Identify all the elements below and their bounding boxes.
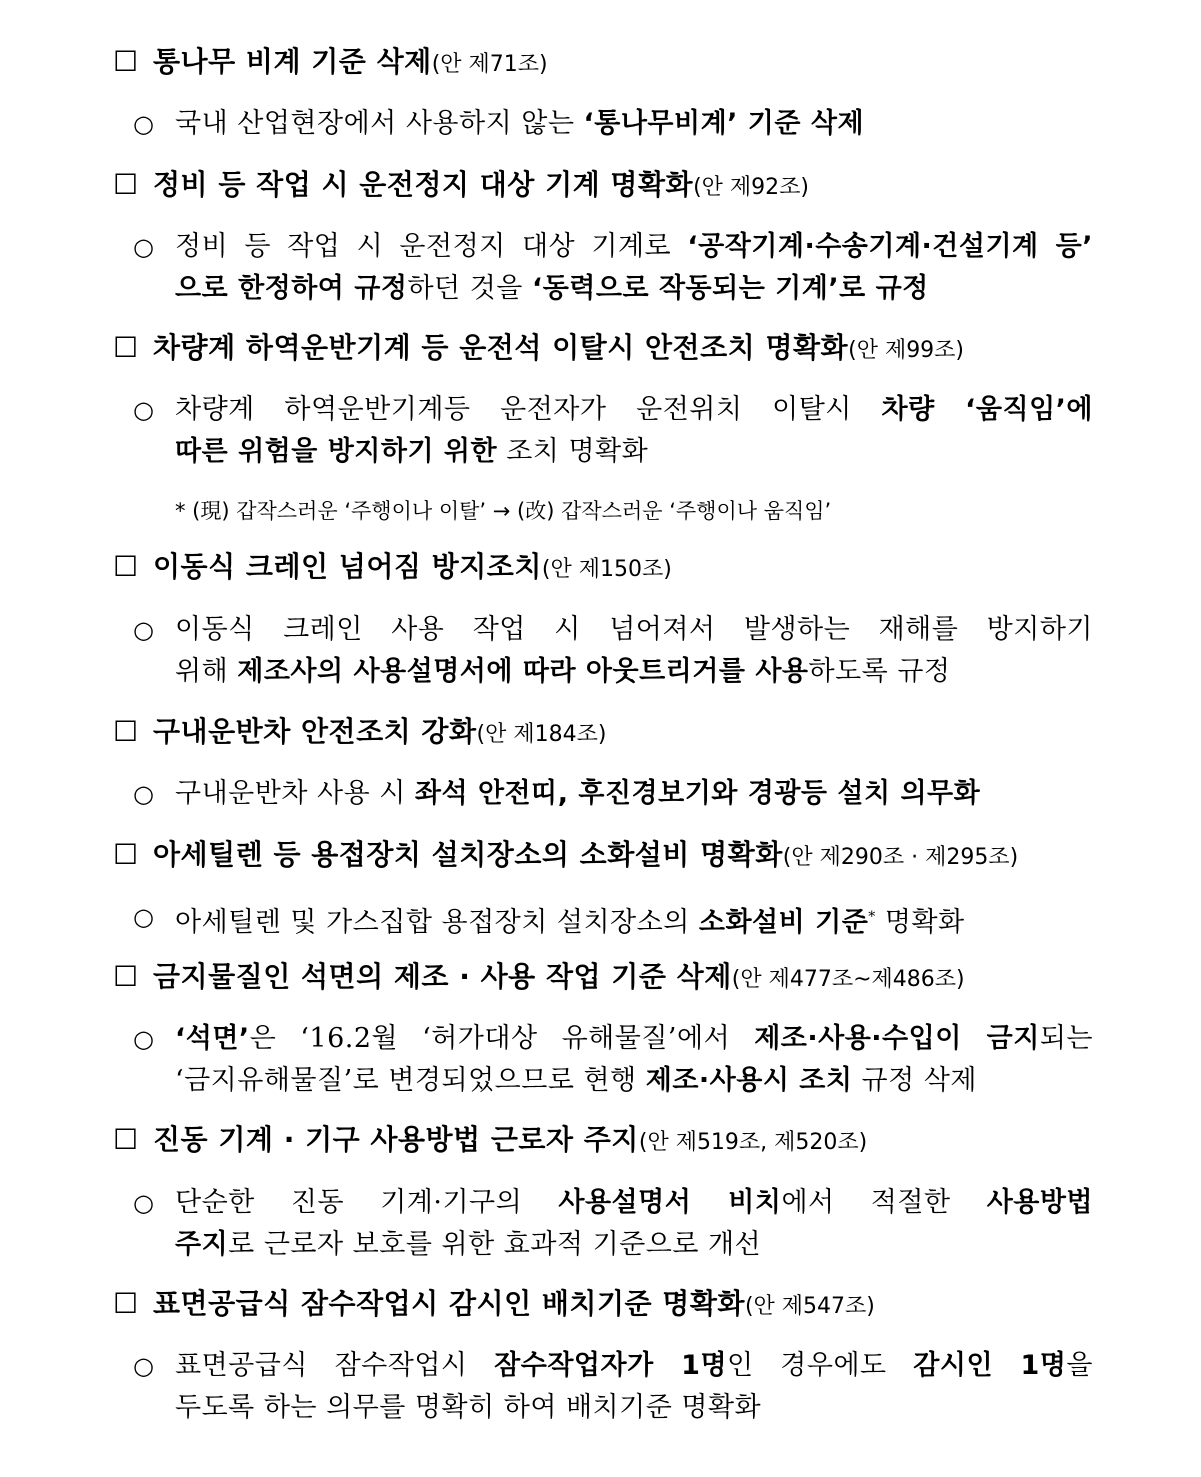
item-line (175, 1018, 1093, 1060)
heading-title: 표면공급식 잠수작업시 감시인 배치기준 명확화 (153, 1287, 745, 1320)
item-text: 명확화 (875, 907, 965, 938)
circle-bullet-icon: ○ (133, 396, 155, 424)
item-text: * (868, 909, 876, 925)
emphasis-text: 감시인 1명 (913, 1350, 1067, 1381)
item-text: 정비 등 작업 시 운전정지 대상 기계로 (175, 231, 688, 262)
item-text: 규정 삭제 (852, 1065, 977, 1096)
item-line (175, 1182, 1093, 1224)
emphasis-text: 좌석 안전띠, 후진경보기와 경광등 설치 의무화 (414, 778, 981, 809)
item-line (175, 103, 1093, 145)
emphasis-text: 소화설비 기준 (698, 907, 869, 938)
article-reference: (안 제290조 · 제295조) (782, 845, 1019, 870)
item-text: 표면공급식 잠수작업시 (175, 1350, 495, 1381)
emphasis-text: 사용방법 (986, 1187, 1094, 1218)
article-reference: (안 제184조) (476, 722, 607, 747)
emphasis-text: 사용설명서 비치 (558, 1187, 782, 1218)
item-line (175, 1224, 1093, 1266)
section-heading (113, 715, 1113, 752)
checkbox-square-icon: ☐ (113, 331, 139, 364)
item-line (175, 651, 1093, 693)
heading-title: 구내운반차 안전조치 강화 (153, 715, 477, 748)
item-line (175, 896, 1093, 944)
checkbox-square-icon: ☐ (113, 715, 139, 748)
item-text: 에서 적절한 (781, 1187, 987, 1218)
item-line (175, 1060, 1093, 1102)
heading-title: 아세틸렌 등 용접장치 설치장소의 소화설비 명확화 (153, 838, 783, 871)
emphasis-text: 제조·사용시 조치 (645, 1065, 853, 1096)
heading-title: 금지물질인 석면의 제조 · 사용 작업 기준 삭제 (153, 960, 732, 993)
article-reference: (안 제150조) (541, 557, 672, 582)
item-text: 차량계 하역운반기계등 운전자가 운전위치 이탈시 (175, 394, 882, 425)
article-reference: (안 제71조) (431, 52, 548, 77)
item-line (175, 609, 1093, 651)
checkbox-square-icon: ☐ (113, 1123, 139, 1156)
circle-bullet-icon: ○ (133, 780, 155, 808)
item-text: 두도록 하는 의무를 명확히 하여 배치기준 명확화 (175, 1392, 762, 1423)
item-text: 하도록 규정 (808, 656, 951, 687)
circle-bullet-icon: ○ (133, 616, 155, 644)
emphasis-text: 제조·사용·수입이 금지 (754, 1023, 1040, 1054)
item-text: 이동식 크레인 사용 작업 시 넘어져서 발생하는 재해를 방지하기 (175, 614, 1093, 645)
checkbox-square-icon: ☐ (113, 960, 139, 993)
checkbox-square-icon: ☐ (113, 838, 139, 871)
section-heading (113, 168, 1113, 205)
checkbox-square-icon: ☐ (113, 168, 139, 201)
emphasis-text: ‘석면’ (175, 1023, 250, 1054)
item-text: 을 (1066, 1350, 1093, 1381)
article-reference: (안 제547조) (744, 1294, 875, 1319)
heading-title: 정비 등 작업 시 운전정지 대상 기계 명확화 (153, 168, 694, 201)
emphasis-text: 으로 한정하여 규정 (175, 273, 408, 304)
item-text: 아세틸렌 및 가스집합 용접장치 설치장소의 (175, 907, 699, 938)
article-reference: (안 제99조) (848, 338, 965, 363)
item-text: 되는 (1039, 1023, 1094, 1054)
section-heading (113, 1287, 1113, 1324)
item-text: ‘금지유해물질’로 변경되었으므로 현행 (175, 1065, 646, 1096)
article-reference: (안 제519조, 제520조) (638, 1130, 868, 1155)
emphasis-text: 로 규정 (839, 273, 929, 304)
item-line (175, 1387, 1093, 1429)
heading-title: 차량계 하역운반기계 등 운전석 이탈시 안전조치 명확화 (153, 331, 849, 364)
emphasis-text: ‘동력으로 작동되는 기계’ (531, 273, 840, 304)
item-line (175, 268, 1093, 310)
section-heading (113, 331, 1113, 368)
heading-title: 이동식 크레인 넘어짐 방지조치 (153, 550, 542, 583)
article-reference: (안 제477조~제486조) (731, 967, 965, 992)
item-text: 로 근로자 보호를 위한 효과적 기준으로 개선 (228, 1229, 762, 1260)
item-text: 인 경우에도 (727, 1350, 914, 1381)
section-heading (113, 960, 1113, 997)
heading-title: 통나무 비계 기준 삭제 (153, 45, 432, 78)
circle-bullet-icon: ○ (133, 1025, 155, 1053)
section-item (133, 103, 1093, 145)
emphasis-text: 따른 위험을 방지하기 위한 (175, 436, 498, 467)
emphasis-text: 제조사의 사용설명서에 따라 아웃트리거를 사용 (237, 656, 809, 687)
item-text: 하던 것을 (407, 273, 532, 304)
section-heading (113, 45, 1113, 82)
section-heading (113, 550, 1113, 587)
circle-bullet-icon: ○ (133, 1189, 155, 1217)
emphasis-text: ‘통나무비계’ 기준 삭제 (583, 108, 865, 139)
item-text: 국내 산업현장에서 사용하지 않는 (175, 108, 584, 139)
section-item (133, 226, 1093, 310)
item-line (175, 773, 1093, 815)
footnote: * (現) 갑작스러운 ‘주행이나 이탈’ → (改) 갑작스러운 ‘주행이나 움직임’ (175, 499, 832, 523)
emphasis-text: ‘공작기계·수송기계·건설기계 등’ (687, 231, 1094, 262)
article-reference: (안 제92조) (693, 175, 809, 200)
item-line (175, 1345, 1093, 1387)
emphasis-text: 차량 ‘움직임’에 (881, 394, 1093, 425)
checkbox-square-icon: ☐ (113, 1287, 139, 1320)
item-text: 조치 명확화 (497, 436, 649, 467)
circle-bullet-icon: ○ (133, 233, 155, 261)
emphasis-text: 잠수작업자가 1명 (494, 1350, 728, 1381)
section-item (133, 389, 1093, 473)
item-text: 은 ‘16.2월 ‘허가대상 유해물질’에서 (249, 1023, 755, 1054)
section-item (133, 1345, 1093, 1429)
section-heading (113, 838, 1113, 875)
item-text: 위해 (175, 656, 238, 687)
item-line (175, 431, 1093, 473)
section-item (133, 609, 1093, 693)
section-item (133, 773, 1093, 815)
item-text: 구내운반차 사용 시 (175, 778, 415, 809)
item-line (175, 226, 1093, 268)
checkbox-square-icon: ☐ (113, 550, 139, 583)
circle-bullet-icon: ○ (133, 1352, 155, 1380)
item-line (175, 389, 1093, 431)
section-item (133, 896, 1093, 944)
section-item (133, 1182, 1093, 1266)
heading-title: 진동 기계 · 기구 사용방법 근로자 주지 (153, 1123, 639, 1156)
circle-bullet-icon: ○ (133, 903, 155, 931)
circle-bullet-icon: ○ (133, 110, 155, 138)
item-text: 단순한 진동 기계·기구의 (175, 1187, 559, 1218)
section-item (133, 1018, 1093, 1102)
checkbox-square-icon: ☐ (113, 45, 139, 78)
section-heading (113, 1123, 1113, 1160)
emphasis-text: 주지 (175, 1229, 229, 1260)
